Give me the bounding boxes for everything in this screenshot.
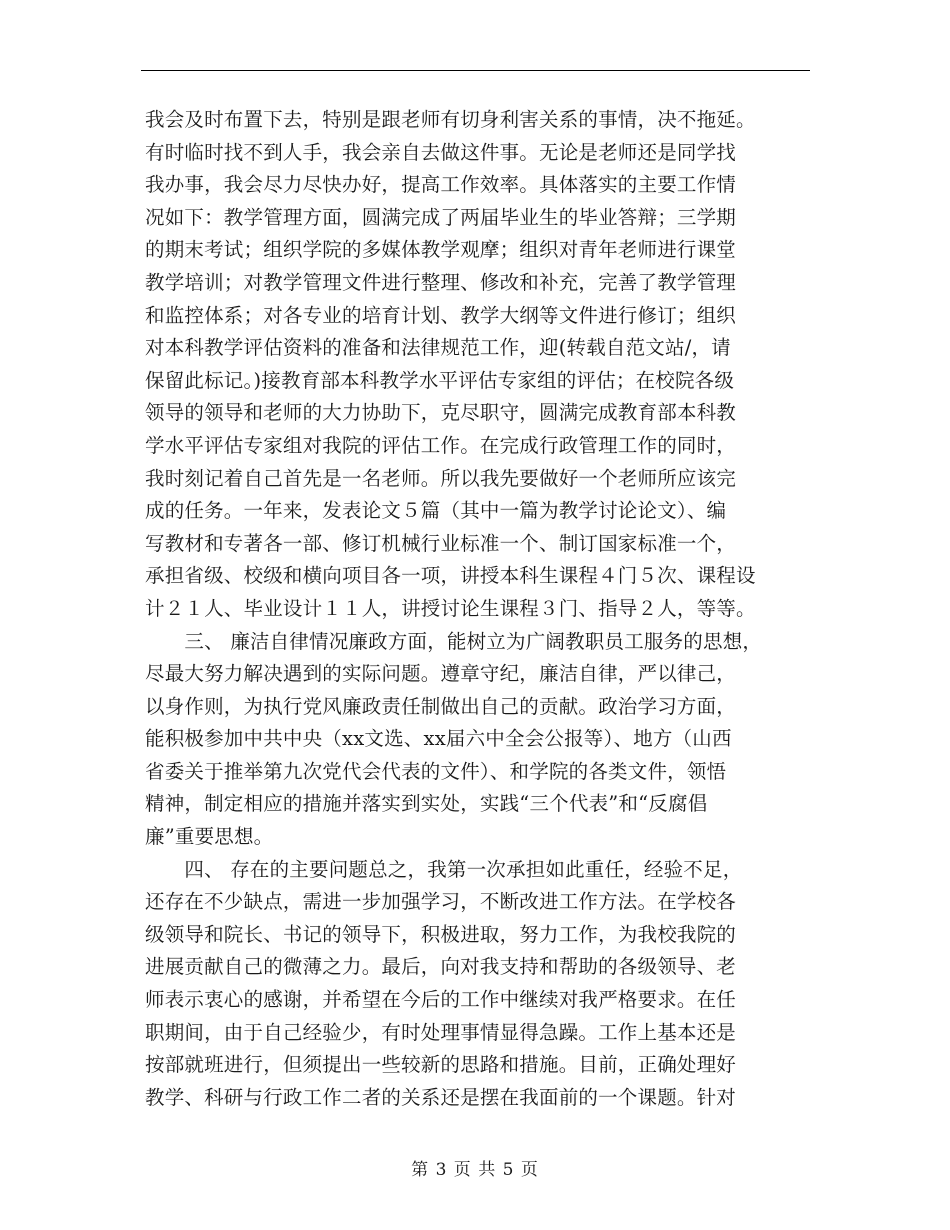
- text-line: 教学培训；对教学管理文件进行整理、修改和补充，完善了教学管理: [145, 270, 737, 294]
- text-line: 三、 廉洁自律情况廉政方面，能树立为广阔教职员工服务的思想，: [145, 629, 763, 653]
- text-line: 和监控体系；对各专业的培育计划、教学大纲等文件进行修订；组织: [145, 303, 737, 327]
- text-line: 承担省级、校级和横向项目各一项，讲授本科生课程４门５次、课程设: [145, 564, 756, 588]
- header-rule: [141, 70, 810, 71]
- page-footer: 第 3 页 共 5 页: [411, 1160, 539, 1180]
- text-line: 的期末考试；组织学院的多媒体教学观摩；组织对青年老师进行课堂: [145, 238, 737, 262]
- text-line: 尽最大努力解决遇到的实际问题。遵章守纪，廉洁自律，严以律己，: [145, 662, 737, 686]
- text-line: 成的任务。一年来，发表论文５篇（其中一篇为教学讨论论文）、编: [145, 499, 727, 523]
- text-line: 对本科教学评估资料的准备和法律规范工作，迎(转载自范文站/，请: [145, 336, 731, 360]
- text-line: 写教材和专著各一部、修订机械行业标准一个、制订国家标准一个，: [145, 531, 737, 555]
- text-line: 我时刻记着自己首先是一名老师。所以我先要做好一个老师所应该完: [145, 466, 737, 490]
- text-line: 职期间，由于自己经验少，有时处理事情显得急躁。工作上基本还是: [145, 1020, 737, 1044]
- text-line: 能积极参加中共中央（xx文选、xx届六中全会公报等）、地方（山西: [145, 727, 732, 751]
- text-line: 廉”重要思想。: [145, 825, 274, 849]
- text-line: 况如下：教学管理方面，圆满完成了两届毕业生的毕业答辩；三学期: [145, 205, 737, 229]
- text-line: 计２１人、毕业设计１１人，讲授讨论生课程３门、指导２人，等等。: [145, 596, 756, 620]
- text-line: 师表示衷心的感谢，并希望在今后的工作中继续对我严格要求。在任: [145, 988, 737, 1012]
- text-line: 我会及时布置下去，特别是跟老师有切身利害关系的事情，决不拖延。: [145, 108, 756, 131]
- text-line: 教学、科研与行政工作二者的关系还是摆在我面前的一个课题。针对: [145, 1085, 737, 1109]
- text-line: 以身作则，为执行党风廉政责任制做出自己的贡献。政治学习方面，: [145, 694, 737, 718]
- text-line: 我办事，我会尽力尽快办好，提高工作效率。具体落实的主要工作情: [145, 173, 737, 197]
- text-line: 学水平评估专家组对我院的评估工作。在完成行政管理工作的同时，: [145, 433, 737, 457]
- text-line: 保留此标记。)接教育部本科教学水平评估专家组的评估；在校院各级: [145, 368, 735, 392]
- text-line: 按部就班进行，但须提出一些较新的思路和措施。目前，正确处理好: [145, 1053, 737, 1077]
- text-line: 级领导和院长、书记的领导下，积极进取，努力工作，为我校我院的: [145, 922, 737, 946]
- text-line: 精神，制定相应的措施并落实到实处，实践“三个代表”和“反腐倡: [145, 792, 708, 816]
- text-line: 省委关于推举第九次党代会代表的文件）、和学院的各类文件，领悟: [145, 759, 727, 783]
- text-line: 进展贡献自己的微薄之力。最后，向对我支持和帮助的各级领导、老: [145, 955, 737, 979]
- text-line: 四、 存在的主要问题总之，我第一次承担如此重任，经验不足，: [145, 857, 743, 881]
- body-text: [145, 104, 810, 1114]
- text-line: 还存在不少缺点，需进一步加强学习，不断改进工作方法。在学校各: [145, 890, 737, 914]
- text-line: 领导的领导和老师的大力协助下，克尽职守，圆满完成教育部本科教: [145, 401, 737, 425]
- text-line: 有时临时找不到人手，我会亲自去做这件事。无论是老师还是同学找: [145, 140, 737, 164]
